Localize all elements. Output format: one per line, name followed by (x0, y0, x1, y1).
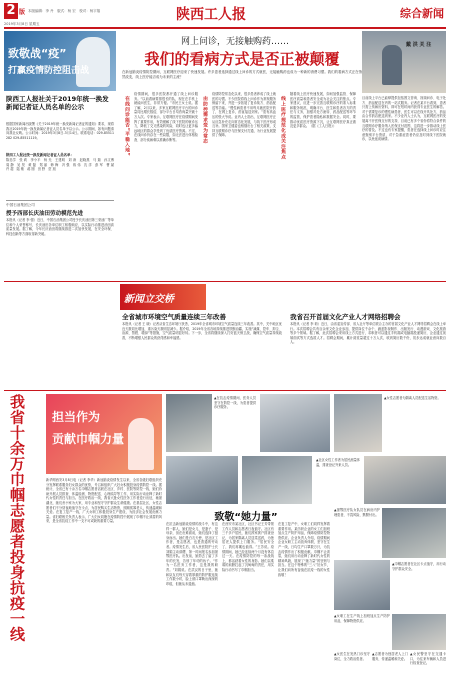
edition-line: 本版编辑：李 丹 版式：杨 宏 校对：杨宇翔 (28, 9, 101, 13)
notice-list-title: 陕西工人报社统一换发新闻记者证人员名单： (6, 153, 74, 157)
photo-7 (382, 508, 446, 558)
subhead-vertical-1: 在线问诊能否“平稳入地” (124, 96, 129, 157)
photo-5 (242, 456, 312, 504)
feature-she-power-col-3: 在复工复产中，女职工们同样发挥着重要作用。某纺织企业的女工们加班加点生产防护用品，保障疫情防控物资供应。企业负责人介绍，疫情期间企业女职工主动放弃休假，坚守在生产一线，日均生产口罩数万只，为抗击疫情作出了积极贡献。巾帼不让须眉，她们用行动诠释了新时代女性的精神风貌，展现了“她力量”的坚韧与担当。在这个特殊的“三八”妇女节，让我们向所有奋战在抗疫一线的女性致敬！ (278, 522, 330, 577)
article-2-title: 我省召开首届文化产业人才网络招聘会 (290, 313, 401, 321)
feature-intro: 在新冠肺炎疫情防控期间，互联网医疗迎来了快速发展。许多患者选择通过线上问诊的方式就医，无接触购药也成为一种新的消费习惯。我们的看病方式正在悄然改变，线上医疗能否成为未来的主流？ (122, 70, 362, 79)
photo-2-caption: ▲社区女性工作者为居民测量体温，排查登记外来人员。 (316, 458, 360, 467)
photo-6-caption: ▲女职工在生产线上加班加点生产防护用品，保障物资供应。 (334, 614, 390, 623)
section-name: 综合新闻 (400, 7, 444, 20)
photo-2 (260, 394, 330, 452)
article-2-body: 本报讯（记者 李 莉）近日，由省委宣传部、省人社厅等单位联合主办的首届文化产业人才网络招聘会在线上举行。本次招聘会共有百余家文化企业参加，提供岗位千余个，涵盖影视制作、出版发行、动漫游戏、文化旅游等多个领域。据了解，此次招聘会采用线上方式进行，求职者可以通过手机端或电脑端投递简历，企业通过视频面试等方式选拔人才。招聘会期间，累计浏览量超过十万人次，收到简历数千份，初步达成就业意向数百人。 (290, 322, 446, 345)
feature-photo (362, 31, 446, 93)
banner-label: 新闻立交桥 (124, 294, 174, 305)
sub-article-body: 本报讯（记者 李 强）近日，中国石油集团公司授予长庆油田第三采油厂等单位和个人荣誉称号，长庆油田各单位职工积极响应，以实际行动推进油田高质量发展。据了解，今年长庆油田将继续推进二次加快发展，在安全环保、科技创新等方面取得新突破。 (6, 218, 114, 236)
sub-article-kicker: 中国石油集团公司 (6, 203, 35, 207)
photo-4-caption: ▲援鄂医疗队女队员在病房内护理患者，不畏风险，默默付出。 (334, 508, 380, 517)
article-1-title: 全省城市环境空气质量连续三年改善 (122, 313, 226, 321)
photo-1 (166, 394, 212, 452)
poster-figure (128, 418, 154, 470)
epidemic-banner (4, 31, 116, 91)
subhead-vertical-3: 线上医疗规范化成关注焦点 (280, 96, 285, 160)
photo-8 (334, 560, 390, 610)
photo-9-caption: ▲女民警坚守在交通卡口，为往来车辆和人员进行检查登记。 (410, 652, 446, 666)
notice-name-list: 陈忠学 张 莉 李小平 杨 光 王建明 刘 涛 赵晓燕 马 瑞 孙文博 周 静 吴 昊 黄 磊 郑 丽 韩 梅 冯 强 蒋 伟 沈 洋 彭 军 曹 斌 许 超 陆 敏 郝 刚 田 野 贺 旭 (6, 158, 118, 172)
photo-figure (382, 45, 402, 85)
photo-4 (166, 456, 238, 504)
poster-line-1: 担当作为 (52, 410, 101, 424)
feature-column-4: 目前线上平台已能够提供包括图文咨询、视频问诊、电子处方、药品配送在内的一站式服务。记者在某平台看到，患者只需上传病历资料，即可在短时间内获得专业医生的解答。对于需要复诊的慢性病患者，医生可以在线开具处方，药品由合作药店配送到家。不少业内人士认为，互联网医疗的发展离不开医保支付的支持，目前已有多个省份将符合条件的互联网诊疗服务纳入医保支付范围，这将进一步推动线上医疗的普及。不过也有专家提醒，患者在选择线上问诊时应注意甄别平台资质，对于急重症患者仍应及时到线下医院就诊，以免延误病情。 (362, 96, 446, 142)
photo-8-caption: ▲志愿者为独居老人上门服务，传递温暖和关爱。 (372, 652, 408, 661)
masthead-rule (4, 27, 446, 29)
feature-column-1: 疫情期间，很多医院都开通了线上问诊服务。“以前看病要排很长的队，现在在手机上就能问医生，非常方便。”市民王女士说。据了解，2月以来，多家互联网医疗平台的问诊量同比增长数倍，部分平台日均咨询量突破十万人次。专家表示，互联网医疗在疫情期间发挥了重要作用，有效缓解了线下医院的就诊压力，降低了交叉感染的风险，同时也让更多偏远地区的群众享受到了优质医疗资源。不过，在线问诊仍存在一些局限，如无法进行体格检查、部分疾病难以准确诊断等。 (134, 92, 198, 142)
feature-kicker: 网上问诊，无接触购药…… (180, 37, 289, 47)
photo-9 (392, 614, 446, 650)
volunteer-vertical-banner (4, 394, 42, 682)
feature-headline: 我们的看病方式是否正被颠覆 (144, 50, 340, 68)
photo-5-caption: ▲巾帼志愿者在社区卡点值守，用行动守护群众安全。 (392, 562, 446, 571)
doctor-figure (76, 37, 110, 87)
photo-3 (334, 394, 382, 452)
feature-column-3: 随着线上医疗快速发展，如何加强监管、保障医疗质量和患者安全成为社会关注的焦点。专家建议，应进一步完善互联网诊疗的准入标准和服务规范，明确平台、医生和患者各方的责任与义务，加强对处方流转、药品配送等环节的监管，保护患者隐私和数据安全。同时，要推动优质医疗资源下沉，让互联网医疗真正惠及更多群众。（据《工人日报》） (290, 92, 356, 129)
paper-name: 陕西工人报 (176, 7, 246, 23)
banner-line-2: 打赢疫情防控阻击战 (8, 66, 90, 76)
feature-she-power-title: 致敬“她力量” (214, 512, 278, 523)
column-divider (6, 200, 114, 201)
banner-line-1: 致敬战“疫” (8, 47, 67, 60)
poster-line-2: 贡献巾帼力量 (52, 432, 125, 446)
article-1-body: 本报讯（记者 王 晓）记者从省生态环境厅获悉，2019年全省城市环境空气质量连续三年改善。其中，关中地区优良天数同比增加，重污染天数明显减少。据介绍，2019年全省各地持续推进铁腕治霾，实施“减煤、控车、抑尘、治源、禁燃、增绿”等措施，空气质量明显好转。下一步，全省将继续深入打好蓝天保卫战，确保空气质量持续改善，不断增强人民群众的获得感和幸福感。 (122, 322, 282, 340)
photo-1-caption: ▲在抗击疫情期间，医务人员坚守在防控一线，为患者提供诊疗服务。 (214, 396, 256, 410)
mid-divider (4, 281, 446, 282)
page-number-box: 2 (4, 3, 18, 19)
photo-3-caption: ▲女性志愿者为隔离人员配送生活物资。 (384, 396, 441, 400)
notice-headline: 陕西工人报社关于2019年统一换发新闻记者证人员名单的公示 (6, 95, 109, 112)
masthead (0, 0, 450, 30)
photo-caption: 戴 洪 关 注 (406, 42, 432, 48)
feature-column-2: 疫情防控常态化以来，很多患者养成了线上就医的习惯。不少医院将线上问诊作为常规服务保留下来，并进一步拓展了复诊续方、药品配送等功能。“慢性病患者不用每月跑医院开药了，在网上复诊，药直接送到家。”患有高血压的张大爷说。业内人士指出，互联网医疗正从应急补充走向常态化发展，与线下医疗形成互补。国家卫健委也相继出台了相关政策，支持互联网诊疗与医保支付打通，为行业发展提供了保障。 (212, 92, 276, 138)
page-suffix: 版 (19, 9, 26, 16)
feature-she-power-col-2: 在西安市某社区，社区书记王芳带领工作人员和志愿者日夜值守。社区有三千多户居民，她们挨家挨户排查登记，为居家隔离人员送菜送药，为独居老人提供上门服务。“居民安全了，我们再累也值得。”王芳说。疫情期间，她已经连续两个月没有休息过一天。在疫情防控的每一条战线上，都活跃着女性的身影。她们以柔弱的肩膀扛起了沉甸甸的责任，用实际行动书写了巾帼担当。 (222, 522, 274, 572)
bottom-divider (4, 390, 446, 391)
poster-panel (46, 394, 162, 474)
volunteer-article: 新华网西安3月8日电（记者 李华）新冠肺炎疫情发生以来，全省各级妇联组织充分发挥联系服务妇女群众的优势，号召和组织广大妇女积极投身疫情防控一线。据统计，全省已有十余万名巾帼志愿者活跃在社区、乡村、医院等防控一线，她们协助开展人员排查、体温检测、物资配送、心理疏导等工作，用实际行动诠释了新时代女性的责任与担当。在医疗救治一线，我省大批女性医务工作者逆行出征，驰援湖北，她们舍小家为大家，用专业和坚守守护群众生命健康。在基层社区，女性志愿者们不分昼夜地值守在卡点，为居民购买生活物资，照顾孤寡老人，传递温暖和关爱。在复工复产一线，广大女职工积极投身生产建设，为经济社会发展贡献力量。省妇联相关负责人表示，广大妇女同胞在疫情防控中展现了巾帼不让须眉的风采，是全省抗疫工作中一支不可或缺的重要力量。 (46, 478, 162, 524)
date-line: 2019年3月8日 星期五 (4, 22, 40, 26)
sub-article-title: 授予西部长庆油田劳动模范先进 (6, 211, 84, 217)
photo-7-caption: ▲女医生在发热门诊坚守岗位，全力救治患者。 (334, 652, 370, 661)
news-overpass-banner (120, 284, 206, 310)
notice-body: 根据国家新闻出版署《关于2019年统一换发新闻记者证的通知》要求，现将我社2019年统一换发新闻记者证人员名单予以公示。公示期间，如有问题请向我社反映。公示时间：2019年3月8日-3月14日。联系电话：029-85511282 029-85511119。 (6, 122, 114, 140)
feature-she-power-col-1: 在抗击新冠肺炎疫情的战斗中，有这样一群人，她们是女儿、是妻子、是母亲，但在危难面前，她们选择了挺身而出。她们是白衣天使，是社区工作者，是志愿者，也是普通的劳动者。疫情发生后，省人民医院护士长刘娟主动请缨，第一时间报名参加援鄂医疗队。出发前，她剪去了留了多年的长发，告别了年幼的孩子。“作为一名医务工作者，这是我的职责。”刘娟说。在武汉的日子里，她和队友们每天穿着厚重的防护服连续工作数小时，脸上被口罩勒出深深的印痕，但她从未退缩。 (166, 522, 218, 586)
photo-6 (364, 456, 446, 504)
subhead-vertical-2: 由防控需求变为常态 (202, 96, 207, 144)
vertical-banner-text: 我省十余万巾帼志愿者投身抗疫一线 (8, 394, 26, 642)
